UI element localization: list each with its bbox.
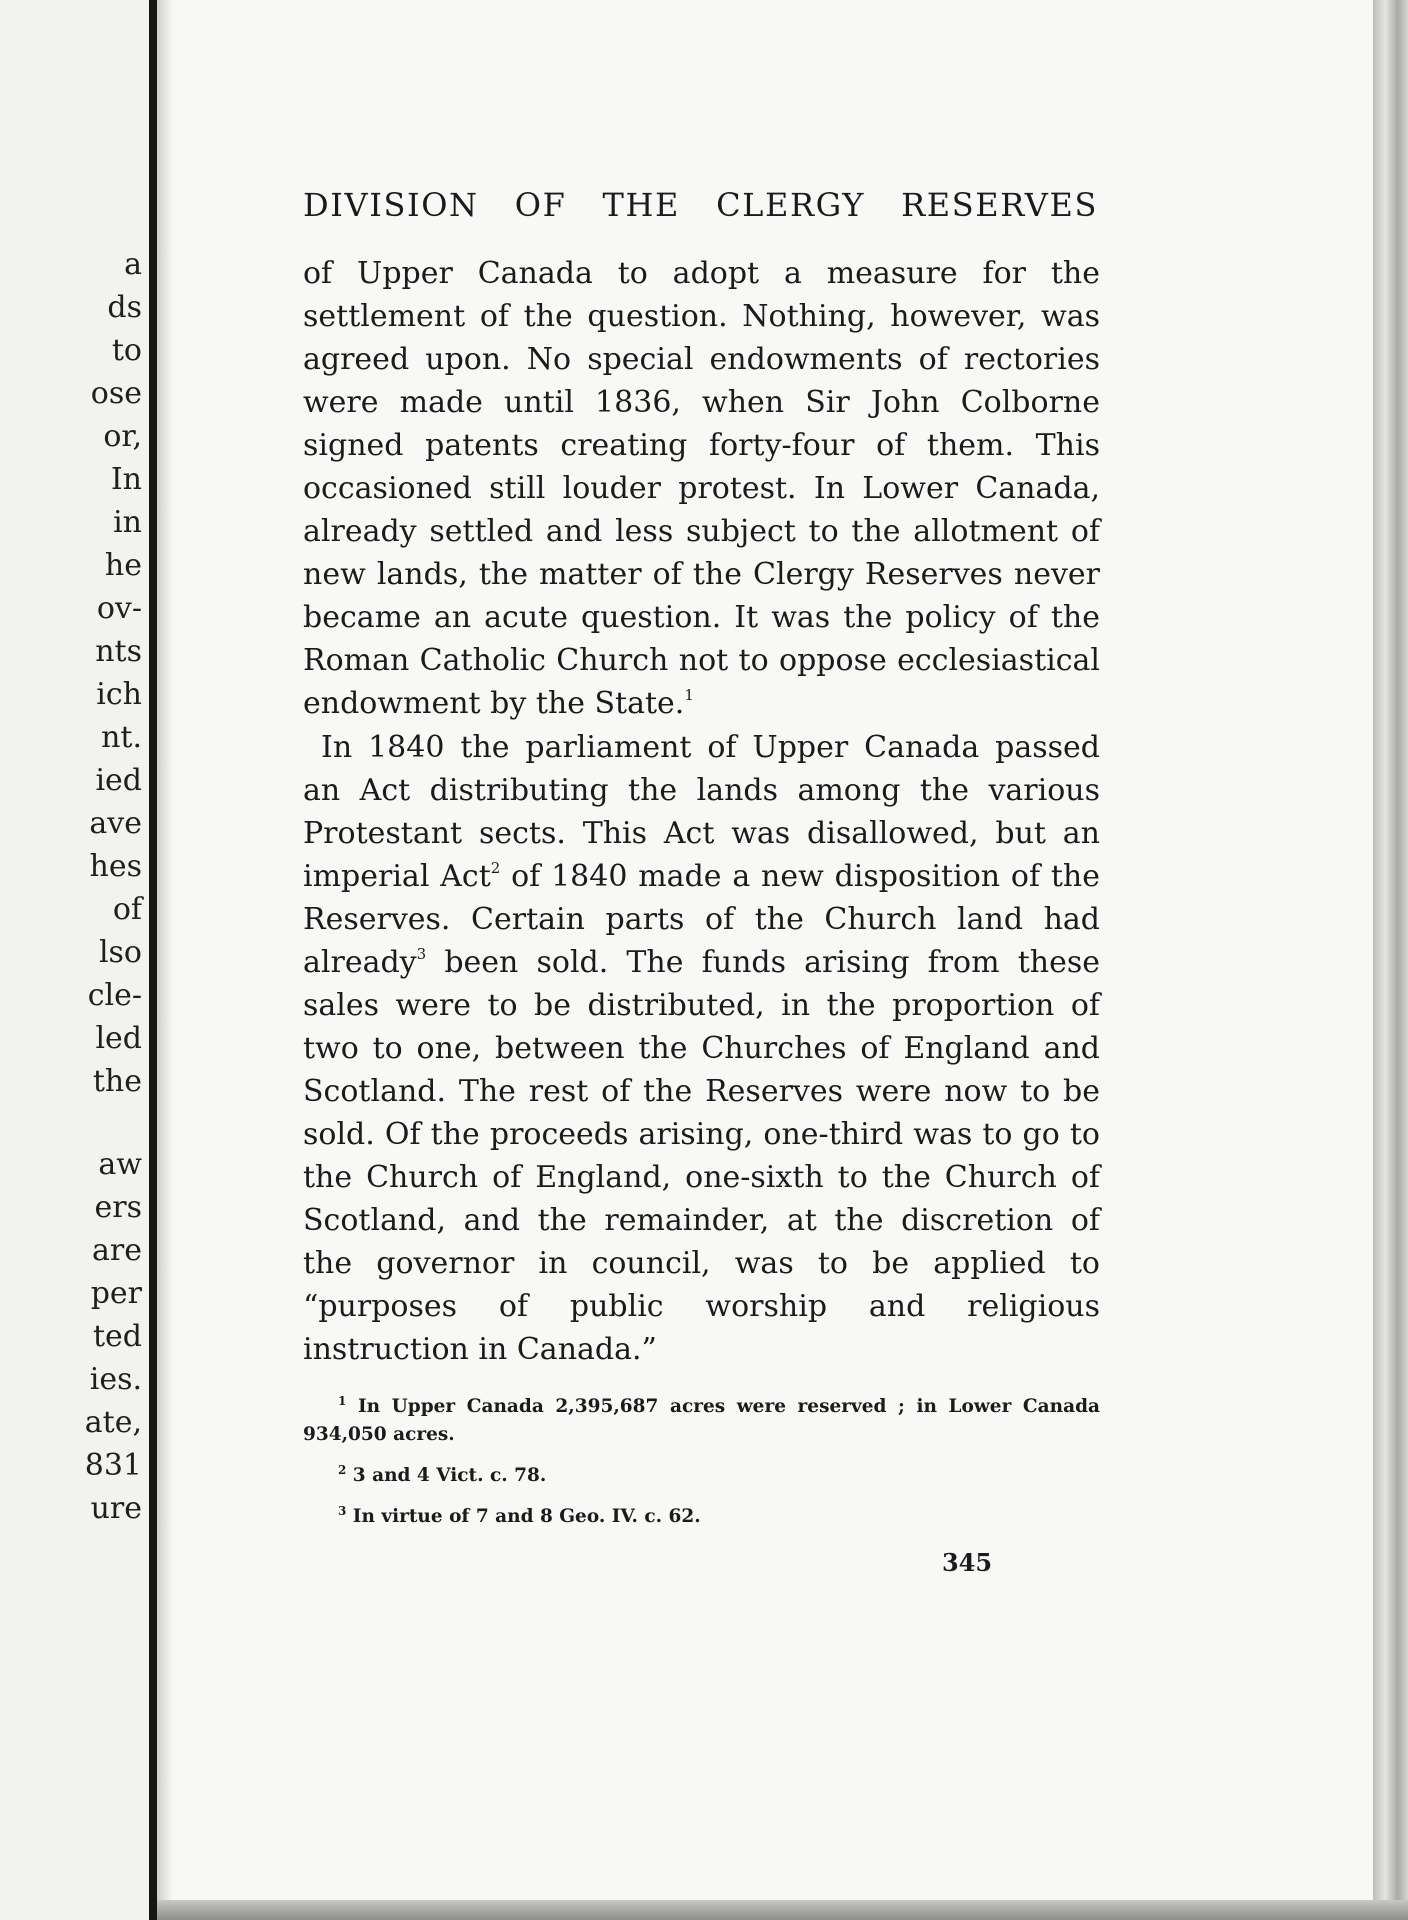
body-text — [303, 252, 1100, 1371]
fragment-line: the — [92, 1064, 142, 1099]
footnote-marker: 1 — [338, 1394, 347, 1408]
fragment-line: are — [92, 1233, 142, 1268]
footnote-text: In Upper Canada 2,395,687 acres were reserved ; in Lower Canada 934,050 acres. — [303, 1396, 1100, 1445]
footnote-text: In virtue of 7 and 8 Geo. IV. c. 62. — [346, 1506, 701, 1527]
paragraph-text: of 1840 made a new disposition of the Reserves. Certain parts of the Church land had already — [303, 858, 1100, 980]
fragment-line: ov- — [96, 591, 142, 626]
paragraph — [303, 252, 1100, 726]
running-head: DIVISION OF THE CLERGY RESERVES — [303, 186, 1098, 224]
footnote-text: 3 and 4 Vict. c. 78. — [346, 1465, 547, 1486]
gutter-shadow — [157, 0, 173, 1920]
footnote — [303, 1462, 1100, 1490]
fragment-line: ave — [89, 806, 142, 841]
fragment-line: or, — [103, 419, 142, 454]
fragment-line: 831 — [84, 1448, 142, 1483]
fragment-line: to — [111, 333, 142, 368]
fragment-line: aw — [98, 1147, 142, 1182]
fragment-line: ied — [95, 763, 142, 798]
fragment-line: ich — [96, 677, 142, 712]
fragment-line: in — [113, 505, 142, 540]
paragraph — [303, 726, 1100, 1372]
paragraph-text: been sold. The funds arising from these sales were to be distributed, in the proportion of two to one, between the Churches of England and Scotland. The rest of the Reserves were now to be sold. Of the proceeds arising, one-third was to go to the Church of England, one-sixth to the Church of Scotland, and the remainder, at the discretion of the governor in council, was to be applied to “purposes of public worship and religious instruction in Canada.” — [303, 944, 1100, 1368]
fragment-line: per — [90, 1276, 142, 1311]
fragment-line: ds — [107, 290, 142, 325]
facing-page-line-fragments — [0, 243, 142, 1530]
paragraph-text: In 1840 the parliament of Upper Canada passed an Act distributing the lands among the various Protestant sects. This Act was disallowed, but an imperial Act — [303, 729, 1100, 894]
fragment-line: nts — [95, 634, 142, 669]
fragment-line: ers — [94, 1190, 142, 1225]
footnotes — [303, 1393, 1100, 1544]
fragment-line: In — [110, 462, 142, 497]
footnote-marker: 3 — [338, 1504, 347, 1518]
page-edge-stack — [1373, 0, 1408, 1920]
fragment-line: of — [112, 892, 142, 927]
footnote-marker: 2 — [338, 1463, 347, 1477]
footnote — [303, 1393, 1100, 1449]
fragment-line: ies. — [89, 1362, 142, 1397]
fragment-line: ure — [90, 1491, 142, 1526]
page-number: 345 — [941, 1548, 993, 1577]
facing-page — [0, 0, 150, 1920]
fragment-line: ate, — [84, 1405, 142, 1440]
fragment-line: he — [104, 548, 142, 583]
fragment-line: hes — [89, 849, 142, 884]
fragment-line: led — [95, 1021, 142, 1056]
fragment-line: a — [124, 247, 142, 282]
footnote-reference: 3 — [416, 944, 427, 963]
fragment-line: ose — [90, 376, 142, 411]
fragment-line: nt. — [101, 720, 142, 755]
footnote-reference: 2 — [490, 858, 501, 877]
paragraph-text: of Upper Canada to adopt a measure for the settlement of the question. Nothing, however, was agreed upon. No special endowments of rectories were made until 1836, when Sir John Colborne signed patents creating forty-four of them. This occasioned still louder protest. In Lower Canada, already settled and less subject to the allotment of new lands, the matter of the Clergy Reserves never became an acute question. It was the policy of the Roman Catholic Church not to oppose ecclesiastical endowment by the State. — [303, 256, 1100, 722]
fragment-line: lso — [98, 935, 142, 970]
footnote-reference: 1 — [684, 686, 694, 705]
fragment-line: ted — [92, 1319, 142, 1354]
fragment-line-blank — [0, 1103, 142, 1143]
fragment-line: cle- — [87, 978, 142, 1013]
book-spine-gutter — [149, 0, 157, 1920]
page-bottom-edge — [157, 1900, 1408, 1920]
footnote — [303, 1503, 1100, 1531]
